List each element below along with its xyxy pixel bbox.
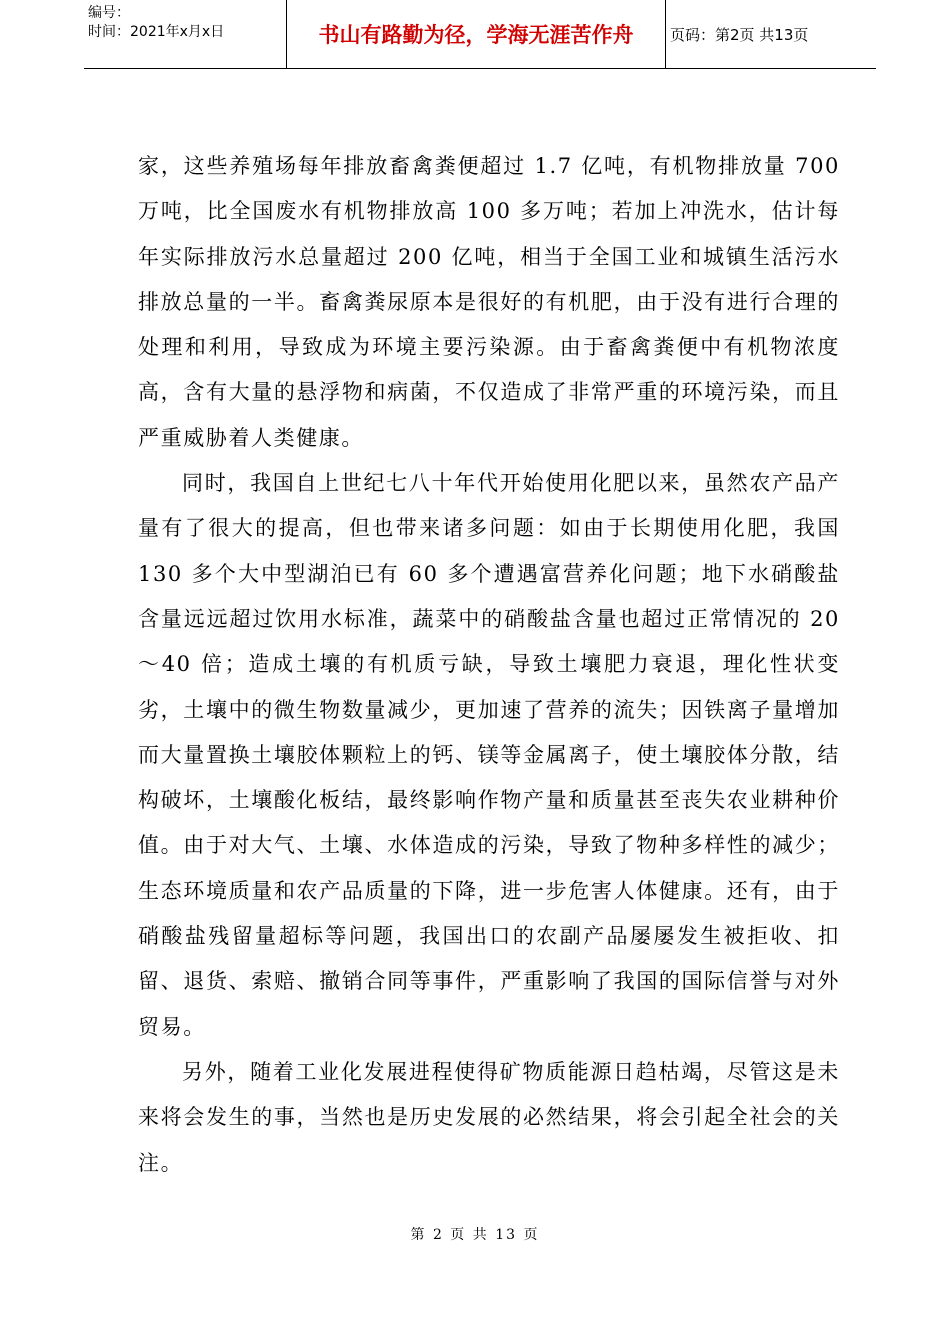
paragraph-1: 家，这些养殖场每年排放畜禽粪便超过 1.7 亿吨，有机物排放量 700 万吨，比全国废水有机物排放高 100 多万吨；若加上冲洗水，估计每年实际排放污水总量超过 200 亿吨，相当于全国工业和城镇生活污水排放总量的一半。畜禽粪尿原本是很好的有机肥，由于没有进行合理的处理和利用，导致成为环境主要污染源。由于畜禽粪便中有机物浓度高，含有大量的悬浮物和病菌，不仅造成了非常严重的环境污染，而且严重威胁着人类健康。	[138, 154, 840, 450]
paragraph-2: 同时，我国自上世纪七八十年代开始使用化肥以来，虽然农产品产量有了很大的提高，但也带来诸多问题：如由于长期使用化肥，我国 130 多个大中型湖泊已有 60 多个遭遇富营养化问题；地下水硝酸盐含量远远超过饮用水标准，蔬菜中的硝酸盐含量也超过正常情况的 20～40 倍；造成土壤的有机质亏缺，导致土壤肥力衰退，理化性状变劣，土壤中的微生物数量减少，更加速了营养的流失；因铁离子量增加而大量置换土壤胶体颗粒上的钙、镁等金属离子，使土壤胶体分散，结构破坏，土壤酸化板结，最终影响作物产量和质量甚至丧失农业耕种价值。由于对大气、土壤、水体造成的污染，导致了物种多样性的减少；生态环境质量和农产品质量的下降，进一步危害人体健康。还有，由于硝酸盐残留量超标等问题，我国出口的农副产品屡屡发生被拒收、扣留、退货、索赔、撤销合同等事件，严重影响了我国的国际信誉与对外贸易。	[138, 471, 840, 1039]
header-page-info: 页码：第2页 共13页	[670, 25, 809, 44]
document-number-label: 编号：	[88, 5, 130, 21]
document-body	[138, 144, 840, 1186]
page-footer: 第 2 页 共 13 页	[410, 1227, 540, 1243]
header-motto: 书山有路勤为径，学海无涯苦作舟	[287, 0, 666, 68]
paragraph-3: 另外，随着工业化发展进程使得矿物质能源日趋枯竭，尽管这是未来将会发生的事，当然也是历史发展的必然结果，将会引起全社会的关注。	[138, 1059, 840, 1175]
header-meta	[84, 0, 287, 68]
document-date-label: 时间：2021年x月x日	[88, 24, 225, 40]
page-header	[84, 0, 876, 69]
